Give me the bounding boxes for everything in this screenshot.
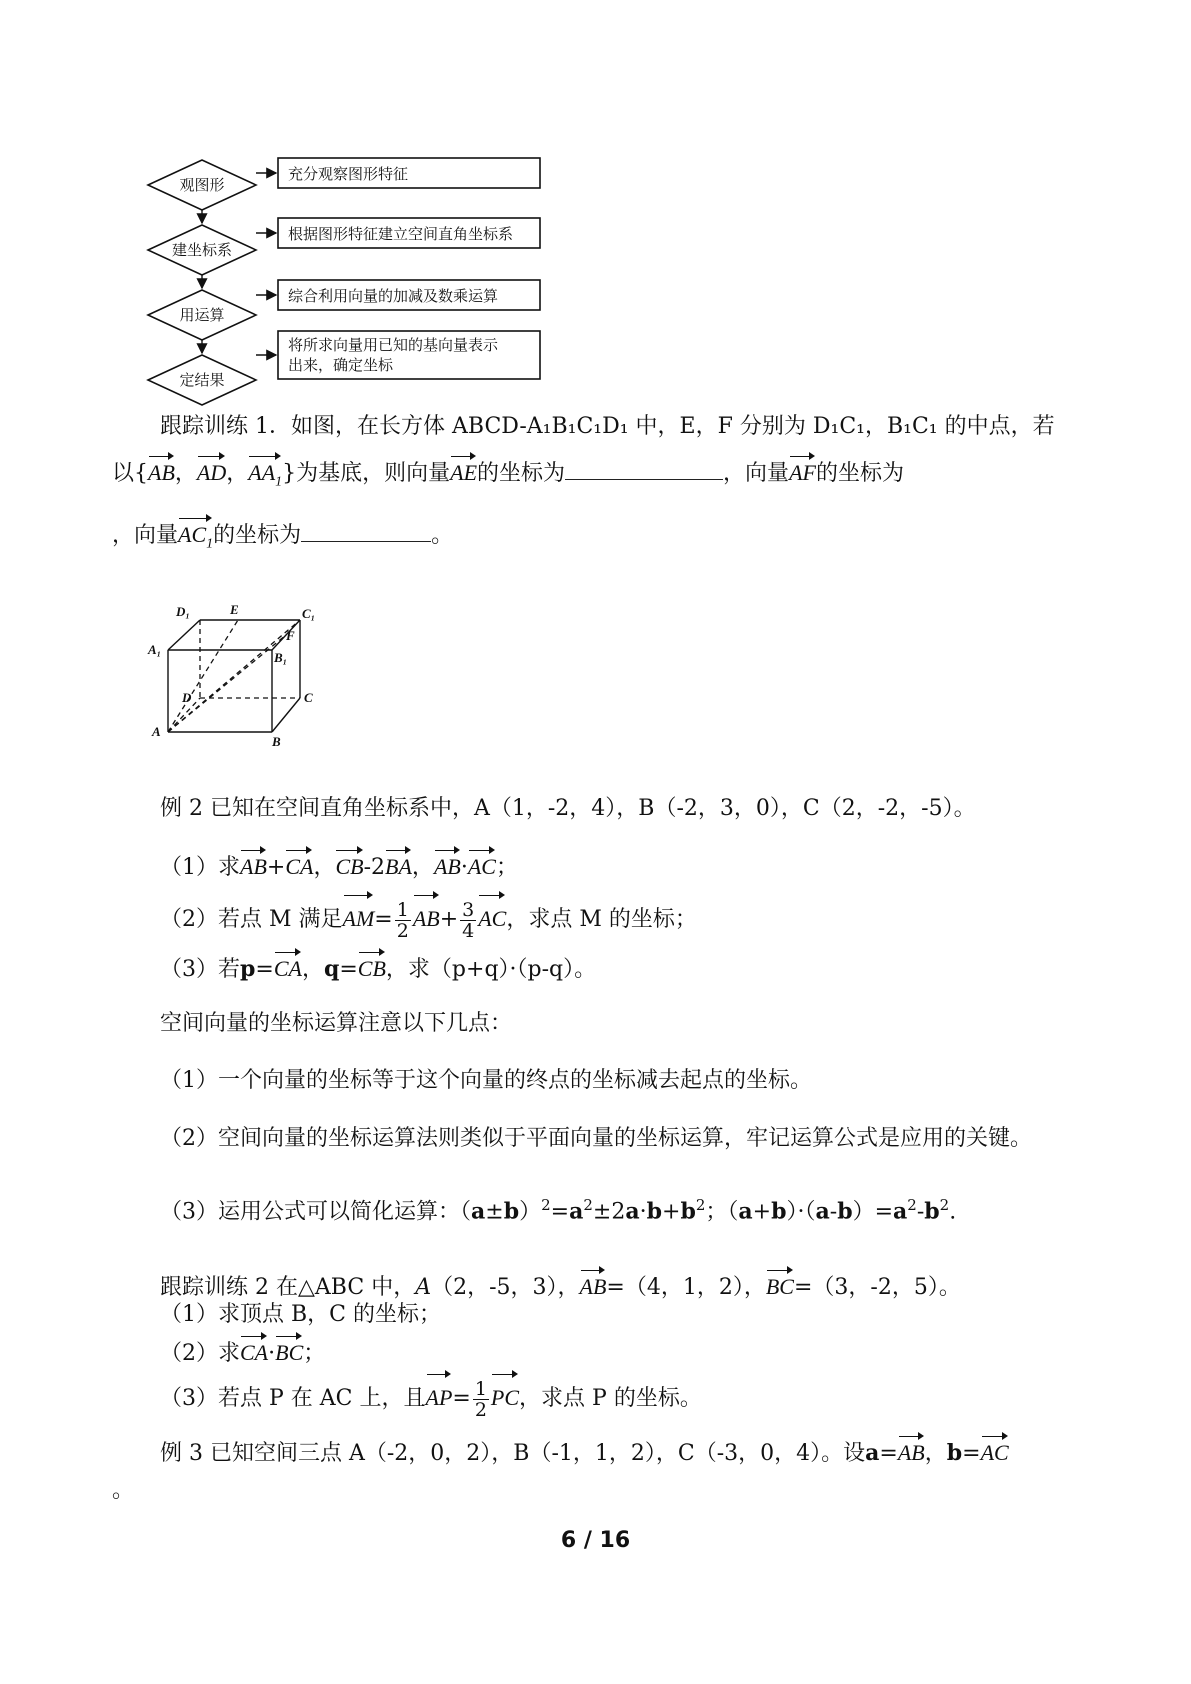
practice2-q3-suffix: ，求点 P 的坐标。 — [519, 1386, 702, 1411]
vector-ab: AB — [240, 848, 267, 882]
label-c: C — [304, 690, 313, 705]
example3-line1-prefix: 例 3 已知空间三点 A（-2，0，2），B（-1，1，2），C（-3，0，4）。设 — [160, 1441, 866, 1466]
example2-q3-prefix: （3）若 — [160, 957, 240, 982]
label-d: D — [182, 690, 192, 705]
flow-step-4-label: 定结果 — [179, 371, 225, 389]
example2-intro-text: 例 2 已知在空间直角坐标系中，A（1，-2，4），B（-2，3，0），C（2，-2，-5）。 — [160, 796, 976, 821]
flow-step-1-label: 观图形 — [179, 176, 225, 194]
practice1-text3a: ，向量 — [112, 523, 179, 548]
vector-ac: AC — [478, 893, 506, 941]
example3-line2 — [112, 1476, 134, 1506]
practice1-text2b: }为基底，则向量 — [282, 461, 451, 486]
vector-ac: AC — [981, 1434, 1009, 1468]
flow-step-2-desc: 根据图形特征建立空间直角坐标系 — [288, 225, 514, 243]
vector-ac1: $AC_1$ — [178, 516, 213, 559]
practice1-text2e: 的坐标为 — [815, 461, 904, 486]
vector-ap: AP — [426, 1372, 453, 1420]
label-b1: B₁ — [274, 650, 288, 665]
notes-title-text: 空间向量的坐标运算注意以下几点： — [160, 1011, 513, 1036]
practice2-q2-prefix: （2）求 — [160, 1341, 240, 1366]
example2-q3-suffix: ，求（p+q）·（p-q）。 — [385, 957, 597, 982]
vector-ab: AB — [413, 893, 440, 941]
vector-cb: CB — [335, 848, 363, 882]
practice2-q2: （2）求CA·BC； — [160, 1334, 325, 1369]
practice1-text2c: 的坐标为 — [477, 461, 566, 486]
vector-ba: BA — [385, 848, 412, 882]
cuboid-figure — [150, 598, 330, 748]
example2-intro — [160, 794, 976, 824]
label-c1: C₁ — [302, 606, 316, 621]
vector-ab: AB — [898, 1434, 925, 1468]
flow-step-4-desc-line1: 将所求向量用已知的基向量表示 — [288, 336, 499, 354]
practice1-line3 — [112, 516, 453, 559]
vector-ab: AB — [580, 1268, 607, 1302]
example2-q2-suffix: ，求点 M 的坐标； — [506, 907, 697, 932]
page-number: 6 / 16 — [560, 1528, 631, 1553]
practice2-intro-prefix: 跟踪训练 2 在△ABC 中， — [160, 1275, 416, 1300]
vector-am: AM — [343, 893, 375, 941]
flow-step-3-label: 用运算 — [179, 306, 225, 324]
practice2-q3: （3）若点 P 在 AC 上，且AP= $\frac{1}{2}$ PC，求点 P 的坐标。 — [160, 1372, 702, 1416]
example3-line1: 例 3 已知空间三点 A（-2，0，2），B（-1，1，2），C（-3，0，4）。设a=AB，b=AC — [160, 1434, 1009, 1469]
practice1-text1: 跟踪训练 1．如图，在长方体 ABCD-A₁B₁C₁D₁ 中，E，F 分别为 D₁C₁，B₁C₁ 的中点，若 — [160, 414, 1055, 439]
example3-line2-text: 。 — [112, 1478, 135, 1503]
vector-ac: AC — [468, 848, 496, 882]
practice2-intro: 跟踪训练 2 在△ABC 中，A（2，-5，3），AB=（4，1，2），BC=（3，-2，5）。 — [160, 1268, 961, 1303]
flow-step-2-label: 建坐标系 — [171, 241, 233, 259]
vector-ca: CA — [274, 950, 302, 984]
fraction-one-half: $\frac{1}{2}$ — [474, 1377, 487, 1421]
fraction-three-quarters: $\frac{3}{4}$ — [462, 898, 475, 942]
practice1-text2d: ，向量 — [723, 461, 790, 486]
vector-bc: BC — [275, 1334, 303, 1368]
practice2-q3-prefix: （3）若点 P 在 AC 上，且 — [160, 1386, 426, 1411]
vector-af: AF — [789, 454, 816, 488]
vector-ae: AE — [450, 454, 477, 488]
vector-aa1: $AA_1$ — [248, 454, 282, 497]
notes-item-2-text: （2）空间向量的坐标运算法则类似于平面向量的坐标运算，牢记运算公式是应用的关键。 — [160, 1126, 1033, 1151]
answer-blank-ac1[interactable] — [301, 519, 431, 542]
notes-title — [160, 1009, 512, 1039]
practice1-text2a: 以{ — [112, 461, 148, 486]
practice1-text3c: 。 — [431, 523, 454, 548]
notes-item-3: （3）运用公式可以简化运算：$(a\pm b)^2=a^2\pm 2a\cdot b+b^2$；$(a+b)\cdot(a-b)=a^2-b^2$. — [160, 1196, 957, 1225]
vector-cb: CB — [358, 950, 386, 984]
notes-item-1-text: （1）一个向量的坐标等于这个向量的终点的坐标减去起点的坐标。 — [160, 1068, 812, 1093]
example2-q3: （3）若p=CA，q=CB，求（p+q）·（p-q）。 — [160, 950, 596, 985]
vector-ad: AD — [197, 454, 226, 488]
vector-ab: AB — [434, 848, 461, 882]
flow-step-3-desc: 综合利用向量的加减及数乘运算 — [288, 287, 499, 305]
answer-blank-ae[interactable] — [565, 457, 723, 480]
label-a: A — [152, 724, 161, 739]
label-f: F — [286, 628, 295, 643]
fraction-one-half: $\frac{1}{2}$ — [396, 898, 409, 942]
practice2-q1-text: （1）求顶点 B，C 的坐标； — [160, 1302, 441, 1327]
vector-bc: BC — [766, 1268, 794, 1302]
example2-q1: （1）求AB+CA，CB-2BA，AB·AC； — [160, 848, 518, 883]
notes-item-1 — [160, 1066, 812, 1096]
vector-ca: CA — [240, 1334, 268, 1368]
label-a1: A₁ — [148, 642, 162, 657]
label-e: E — [230, 602, 239, 617]
example2-q1-prefix: （1）求 — [160, 855, 240, 880]
practice1-line1 — [160, 412, 1055, 442]
flow-step-4-desc-line2: 出来，确定坐标 — [288, 356, 394, 374]
example2-q2-prefix: （2）若点 M 满足 — [160, 907, 343, 932]
flow-step-1-desc: 充分观察图形特征 — [288, 165, 409, 183]
notes-item-2 — [160, 1124, 1032, 1154]
practice1-text3b: 的坐标为 — [213, 523, 302, 548]
practice2-q1 — [160, 1300, 441, 1330]
practice1-line2: 以{AB，AD，$AA_1$}为基底，则向量AE的坐标为 ，向量AF的坐标为 — [112, 454, 904, 497]
example2-q2: （2）若点 M 满足AM= $\frac{1}{2}$ AB+ $\frac{3}{4}$ AC，求点 M 的坐标； — [160, 893, 697, 937]
notes-item-3-prefix: （3）运用公式可以简化运算： — [160, 1199, 460, 1225]
label-d1: D₁ — [176, 604, 190, 619]
vector-pc: PC — [491, 1372, 519, 1420]
label-b: B — [272, 734, 281, 749]
vector-ab: AB — [148, 454, 175, 488]
vector-ca: CA — [285, 848, 313, 882]
flowchart — [140, 155, 560, 415]
